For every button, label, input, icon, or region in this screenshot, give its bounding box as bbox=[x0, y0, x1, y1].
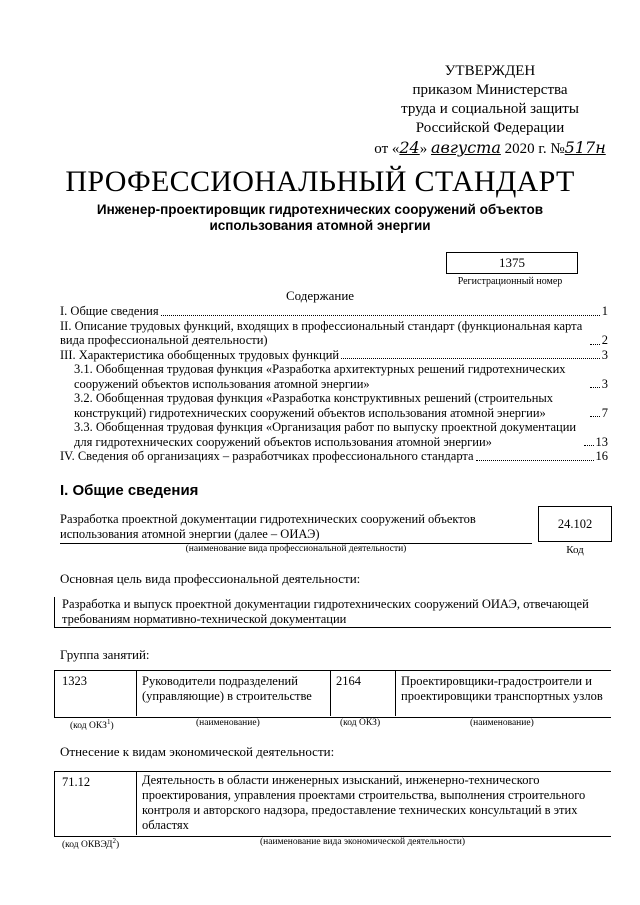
section-heading: I. Общие сведения bbox=[60, 482, 199, 499]
group-code: 2164 bbox=[336, 674, 361, 688]
approval-line: приказом Министерства bbox=[412, 82, 568, 98]
okved-code-caption: (код ОКВЭД$^2$) bbox=[62, 837, 120, 851]
toc-item[interactable]: IV. Сведения об организациях – разработчиках профессионального стандарта 16 bbox=[60, 449, 608, 463]
approval-title: УТВЕРЖДЕН bbox=[444, 63, 536, 79]
approval-line: Российской Федерации bbox=[415, 120, 565, 136]
activity-code-caption: Код bbox=[566, 544, 584, 556]
okz-name-caption: (наименование) bbox=[470, 718, 534, 728]
approval-line: труда и социальной защиты bbox=[401, 101, 579, 117]
page-title: ПРОФЕССИОНАЛЬНЫЙ СТАНДАРТ bbox=[65, 165, 575, 198]
toc-item[interactable]: II. Описание трудовых функций, входящих в профессиональный стандарт (функциональная карта вида профессиональной деятельности) 2 bbox=[60, 318, 608, 347]
group-name: Проектировщики-градостроители и проектировщики транспортных узлов bbox=[401, 674, 603, 703]
handwritten-month: августа bbox=[430, 138, 501, 157]
toc-item[interactable]: 3.3. Обобщенная трудовая функция «Организация работ по выпуску проектной документации для гидротехнических сооружений объектов использования атомной энергии» 13 bbox=[74, 420, 608, 449]
okz-code-caption: (код ОКЗ) bbox=[340, 718, 381, 728]
approval-date: от «24» августа 2020 г. №517н bbox=[374, 138, 606, 157]
toc-item[interactable]: 3.2. Обобщенная трудовая функция «Разработка конструктивных решений (строительных конструкций) гидротехнических сооружений объектов использования атомной энергии» 7 bbox=[74, 391, 608, 420]
activity-name: Разработка проектной документации гидротехнических сооружений объектов использования атомной энергии (далее – ОИАЭ) bbox=[60, 512, 476, 541]
okved-code: 71.12 bbox=[62, 775, 91, 789]
okved-name-caption: (наименование вида экономической деятельности) bbox=[260, 837, 465, 847]
registration-number-label: Регистрационный номер bbox=[457, 276, 563, 287]
registration-number-box: 1375 bbox=[446, 252, 578, 274]
handwritten-number: 517н bbox=[564, 138, 606, 157]
goal-text: Разработка и выпуск проектной документации гидротехнических сооружений ОИАЭ, отвечающей требованиям нормативно-технической документации bbox=[62, 597, 589, 626]
handwritten-day: 24 bbox=[399, 138, 420, 157]
okz-name-caption: (наименование) bbox=[196, 718, 260, 728]
approval-block bbox=[370, 62, 610, 159]
okz-code-caption: (код ОКЗ$^1$) bbox=[70, 718, 114, 732]
toc-item[interactable]: I. Общие сведения 1 bbox=[60, 304, 608, 318]
toc-item[interactable]: 3.1. Обобщенная трудовая функция «Разработка архитектурных решений гидротехнических сооружений объектов использования атомной энергии» 3 bbox=[74, 362, 608, 391]
okved-name: Деятельность в области инженерных изысканий, инженерно-технического проектирования, управления проектами строительства, выполнения строительного контроля и авторского надзора, предоставление технических консультаций в этих областях bbox=[142, 773, 586, 832]
group-name: Руководители подразделений (управляющие) в строительстве bbox=[142, 674, 312, 703]
table-of-contents bbox=[60, 304, 608, 464]
econ-label: Отнесение к видам экономической деятельности: bbox=[60, 744, 335, 759]
group-label: Группа занятий: bbox=[60, 647, 150, 662]
goal-label: Основная цель вида профессиональной деятельности: bbox=[60, 571, 361, 586]
toc-heading: Содержание bbox=[285, 288, 355, 303]
activity-name-caption: (наименование вида профессиональной деятельности) bbox=[185, 544, 407, 554]
page-subtitle: Инженер-проектировщик гидротехнических сооружений объектов использования атомной энергии bbox=[96, 202, 544, 233]
activity-code-box: 24.102 bbox=[538, 506, 612, 542]
group-code: 1323 bbox=[62, 674, 87, 688]
toc-item[interactable]: III. Характеристика обобщенных трудовых функций 3 bbox=[60, 347, 608, 362]
